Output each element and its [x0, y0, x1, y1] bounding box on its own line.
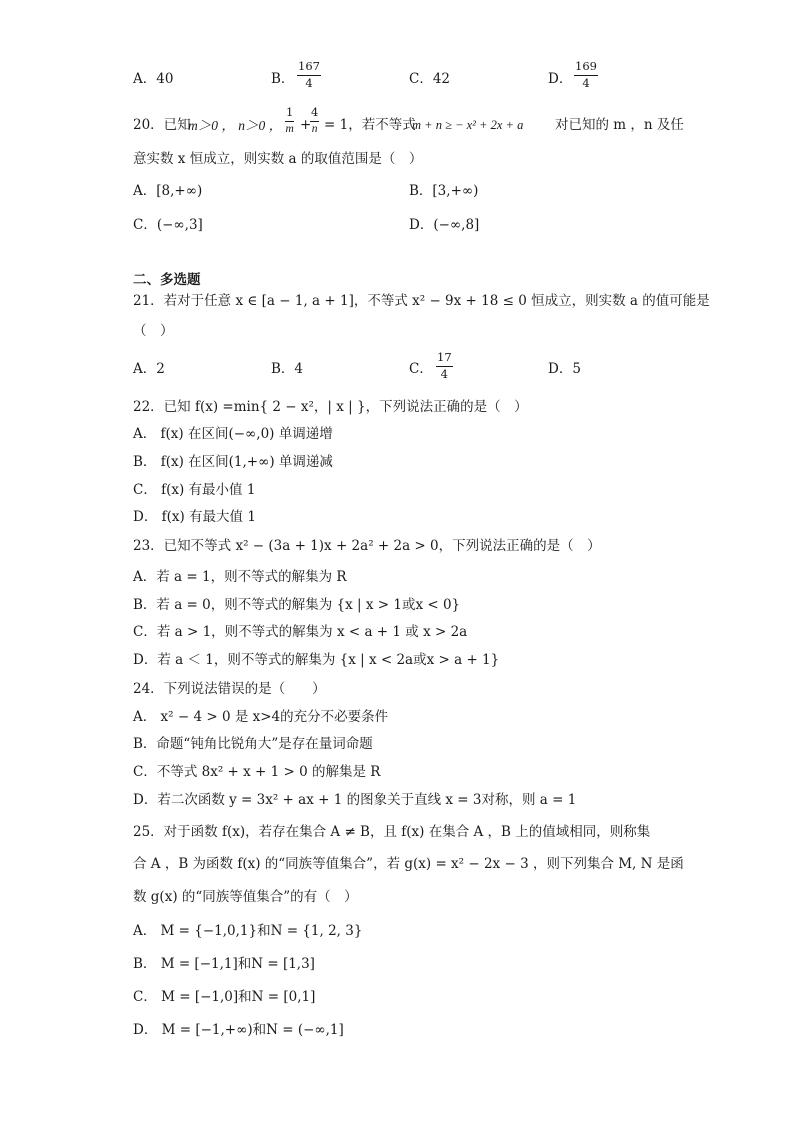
fraction-denominator: 4 — [582, 75, 590, 90]
q21-option-d: D．5 — [548, 361, 581, 377]
q23-option-d: D．若 a ＜ 1，则不等式的解集为 {x | x < 2a或x > a + 1} — [133, 652, 500, 668]
q20-stem-suffix: 对已知的 m ，n 及任 — [555, 117, 684, 133]
fraction-numerator: 1 — [285, 107, 294, 122]
q21-option-b: B．4 — [271, 361, 304, 377]
q21-stem-line2: （ ） — [133, 323, 174, 339]
q19-option-a: A．40 — [133, 71, 174, 87]
q22-stem: 22．已知 f(x) =min{ 2 − x²，| x | }，下列说法正确的是（ ） — [133, 399, 528, 415]
fraction-denominator: m — [285, 122, 294, 135]
fraction-denominator: 4 — [440, 366, 448, 381]
q22-option-b: B． f(x) 在区间(1,+∞) 单调递减 — [133, 454, 333, 470]
q25-option-c: C． M = [−1,0]和N = [0,1] — [133, 989, 316, 1005]
q23-option-c: C．若 a > 1，则不等式的解集为 x < a + 1 或 x > 2a — [133, 624, 468, 640]
q20-inequality: m + n ≥ − x² + 2x + a — [412, 118, 524, 132]
section-title: 二、多选题 — [133, 272, 201, 288]
q24-option-d: D．若二次函数 y = 3x² + ax + 1 的图象关于直线 x = 3对称，则 a = 1 — [133, 792, 577, 808]
q19-option-b-label: B． — [271, 71, 295, 87]
q20-condition: m＞0 ， n＞0 ， — [188, 118, 283, 133]
q20-plus: + — [300, 117, 312, 133]
q19-option-b-fraction — [297, 61, 321, 89]
q25-stem-line3: 数 g(x) 的“同族等值集合”的有（ ） — [133, 889, 358, 905]
q21-option-c-fraction — [436, 352, 453, 380]
q21-stem-line1: 21．若对于任意 x ∈ [a − 1, a + 1]，不等式 x² − 9x + 18 ≤ 0 恒成立，则实数 a 的值可能是 — [133, 293, 710, 309]
q23-option-b: B．若 a = 0，则不等式的解集为 {x | x > 1或x < 0} — [133, 597, 461, 613]
q20-equals: = 1，若不等式 — [324, 117, 416, 133]
q21-option-a: A．2 — [133, 361, 165, 377]
q20-option-c: C．(−∞,3] — [133, 217, 203, 233]
q25-stem-line2: 合 A ，B 为函数 f(x) 的“同族等值集合”，若 g(x) = x² − 2x − 3 ，则下列集合 M, N 是函 — [133, 856, 684, 872]
q24-stem: 24．下列说法错误的是（ ） — [133, 681, 326, 697]
q25-option-b: B． M = [−1,1]和N = [1,3] — [133, 956, 315, 972]
q21-option-c-label: C． — [409, 361, 433, 377]
q24-option-c: C．不等式 8x² + x + 1 > 0 的解集是 R — [133, 764, 381, 780]
q22-option-a: A． f(x) 在区间(−∞,0) 单调递增 — [133, 426, 333, 442]
fraction-numerator: 4 — [310, 107, 319, 122]
q23-option-a: A．若 a = 1，则不等式的解集为 R — [133, 569, 347, 585]
q20-option-a: A．[8,+∞) — [133, 183, 203, 199]
q20-stem-line2: 意实数 x 恒成立，则实数 a 的取值范围是（ ） — [133, 151, 423, 167]
q25-option-d: D． M = [−1,+∞)和N = (−∞,1] — [133, 1022, 344, 1038]
fraction-numerator: 17 — [436, 352, 453, 367]
q24-option-a: A． x² − 4 > 0 是 x>4的充分不必要条件 — [133, 709, 389, 725]
q22-option-c: C． f(x) 有最小值 1 — [133, 482, 256, 498]
q19-option-d-fraction — [574, 61, 598, 89]
fraction-numerator: 169 — [574, 61, 598, 76]
q25-stem-line1: 25．对于函数 f(x)，若存在集合 A ≠ B，且 f(x) 在集合 A ，B 上的值域相同，则称集 — [133, 824, 651, 840]
q20-stem-prefix: 20．已知 — [133, 117, 191, 133]
q19-option-c: C．42 — [409, 71, 451, 87]
q25-option-a: A． M = {−1,0,1}和N = {1, 2, 3} — [133, 923, 363, 939]
q20-option-b: B．[3,+∞) — [409, 183, 479, 199]
q22-option-d: D． f(x) 有最大值 1 — [133, 509, 256, 525]
q24-option-b: B．命题“钝角比锐角大”是存在量词命题 — [133, 736, 373, 752]
q20-option-d: D．(−∞,8] — [409, 217, 480, 233]
q23-stem: 23．已知不等式 x² − (3a + 1)x + 2a² + 2a > 0，下列说法正确的是（ ） — [133, 538, 601, 554]
q20-fraction-1 — [285, 107, 294, 135]
q19-option-d-label: D． — [548, 71, 573, 87]
q20-fraction-2 — [310, 107, 319, 135]
fraction-numerator: 167 — [297, 61, 321, 76]
fraction-denominator: 4 — [305, 75, 313, 90]
fraction-denominator: n — [311, 122, 318, 135]
